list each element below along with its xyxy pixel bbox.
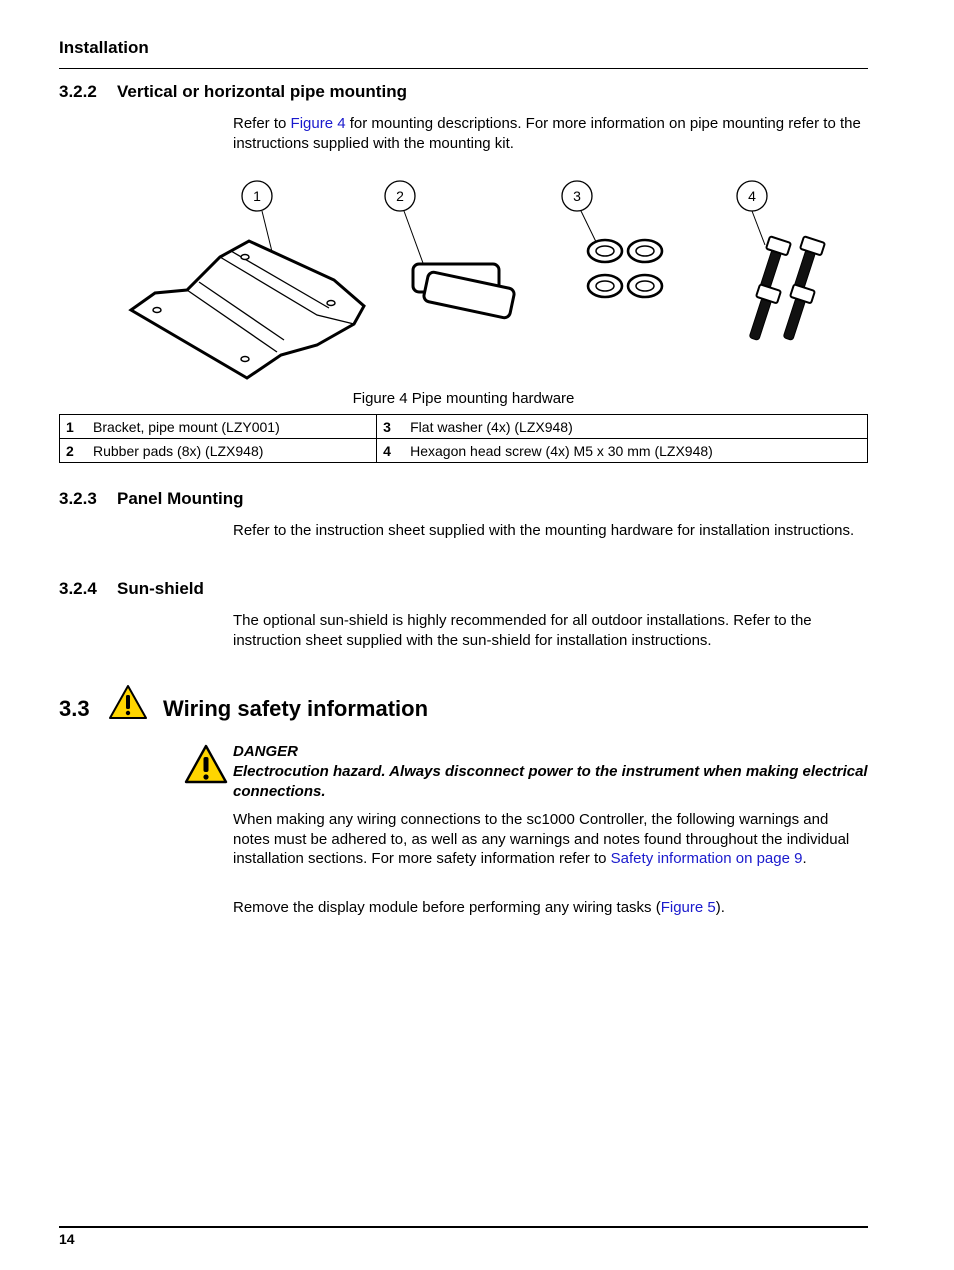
- danger-triangle-icon: [184, 744, 228, 784]
- pipe-mounting-paragraph: [233, 114, 868, 153]
- section-title: Wiring safety information: [163, 696, 429, 721]
- section-number: 3.3: [59, 696, 90, 721]
- section-number: 3.2.3: [59, 489, 97, 508]
- text-run: for mounting descriptions. For more information on pipe mounting refer to the instructions supplied with the mounting kit.: [233, 115, 861, 152]
- figure-legend-table: [59, 414, 868, 463]
- rubber-pads-drawing: [413, 264, 515, 319]
- section-title: Panel Mounting: [117, 489, 244, 508]
- section-heading-3-2-4: [59, 579, 204, 599]
- figure-caption: Figure 4 Pipe mounting hardware: [352, 390, 575, 407]
- callout-3: 3: [573, 188, 581, 204]
- text-run: Remove the display module before performing any wiring tasks (: [233, 899, 661, 916]
- page-number: 14: [59, 1231, 75, 1247]
- warning-triangle-icon: [108, 684, 148, 720]
- section-heading-3-3: [59, 696, 90, 722]
- legend-text: Rubber pads (8x) (LZX948): [87, 439, 377, 463]
- bracket-drawing: [131, 241, 364, 378]
- running-header: Installation: [59, 38, 149, 57]
- pipe-mounting-figure: [59, 170, 868, 385]
- sun-shield-paragraph: The optional sun-shield is highly recommended for all outdoor installations. Refer to the instruction sheet supplied with the sun-shield for installation instructions.: [233, 612, 812, 649]
- legend-text: Bracket, pipe mount (LZY001): [87, 415, 377, 439]
- figure-4-link[interactable]: Figure 4: [290, 115, 346, 132]
- legend-text: Hexagon head screw (4x) M5 x 30 mm (LZX948): [404, 439, 867, 463]
- callout-4: 4: [748, 188, 756, 204]
- danger-label: DANGER: [233, 743, 299, 760]
- header-rule: [59, 68, 868, 69]
- text-run: .: [802, 850, 807, 867]
- danger-text: Electrocution hazard. Always disconnect power to the instrument when making electrical connections.: [233, 763, 868, 800]
- footer-rule: [59, 1226, 868, 1228]
- callout-2: 2: [396, 188, 404, 204]
- section-number: 3.2.2: [59, 82, 97, 101]
- legend-text: Flat washer (4x) (LZX948): [404, 415, 867, 439]
- section-heading-3-2-3: [59, 489, 244, 509]
- display-module-paragraph: [233, 898, 868, 918]
- wiring-paragraph: [233, 810, 868, 869]
- text-run: Refer to: [233, 115, 291, 132]
- panel-mounting-paragraph: Refer to the instruction sheet supplied with the mounting hardware for installation instructions.: [233, 522, 855, 539]
- table-row: [60, 439, 868, 463]
- table-row: [60, 415, 868, 439]
- legend-number: 2: [60, 439, 88, 463]
- screws-drawing: [743, 236, 825, 342]
- washers-drawing: [588, 240, 662, 297]
- text-run: When making any wiring connections to the sc1000 Controller, the following warnings and notes must be adhered to, as well as any warnings and notes found throughout the individual installation sections. For more safety information refer to: [233, 811, 850, 867]
- section-number: 3.2.4: [59, 579, 97, 598]
- section-title: Sun-shield: [117, 579, 204, 598]
- safety-info-link[interactable]: Safety information on page 9: [610, 850, 803, 867]
- legend-number: 4: [377, 439, 405, 463]
- section-title: Vertical or horizontal pipe mounting: [117, 82, 407, 101]
- text-run: ).: [715, 899, 725, 916]
- legend-number: 1: [60, 415, 88, 439]
- callout-1: 1: [253, 188, 261, 204]
- legend-number: 3: [377, 415, 405, 439]
- figure-5-link[interactable]: Figure 5: [660, 899, 716, 916]
- section-heading-3-2-2: [59, 82, 407, 102]
